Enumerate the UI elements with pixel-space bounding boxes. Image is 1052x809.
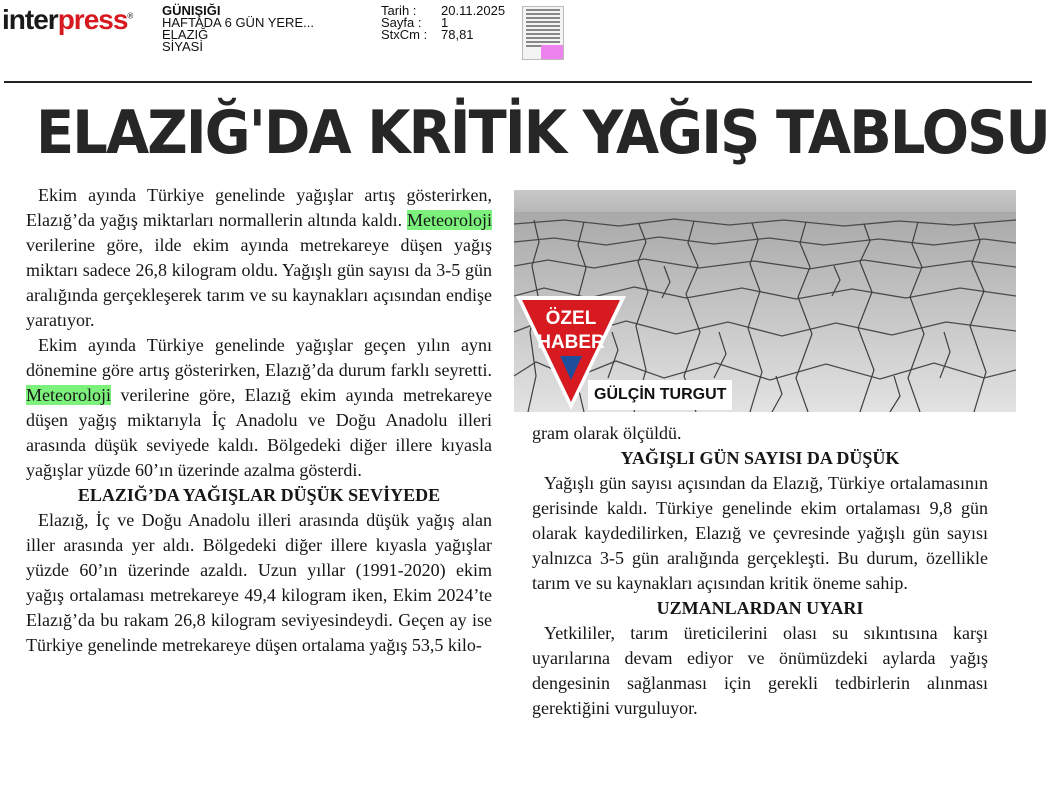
subheading-2: YAĞIŞLI GÜN SAYISI DA DÜŞÜK [620,448,900,468]
paragraph-3: Elazığ, İç ve Doğu Anadolu illeri arasında düşük yağış alan iller arasında yer aldı. Bölgedeki diğer illere kıyasla yağışlar yüzde 60’ın üzerinde azaldı. Uzun yıllar (1991-2020) ekim yağış ortalaması metrekareye 49,4 kilogram iken, Ekim 2024’te Elazığ’da bu rakam 26,8 kilogram seviyesindeydi. Geçen ay ise Türkiye genelinde metrekareye düşen ortalama yağış 53,5 kilo- [26,510,492,655]
paragraph-1: Ekim ayında Türkiye genelinde yağışlar artış gösterirken, Elazığ’da yağış miktarları normallerin altında kaldı. Meteoroloji verilerine göre, ilde ekim ayında metrekareye düşen yağış miktarı sadece 26,8 kilogram oldu. Yağışlı gün sayısı da 3-5 gün aralığında gerçekleşerek tarım ve su kaynakları açısından endişe yaratıyor. [26,185,493,330]
headline: ELAZIĞ'DA KRİTİK YAĞIŞ TABLOSU [36,98,1049,168]
badge-text-ozel: ÖZEL [545,308,597,329]
subheading-3: UZMANLARDAN UYARI [656,598,864,618]
clip-location-marker [541,45,563,59]
clip-details: Tarih : 20.11.2025 Sayfa : 1 StxCm : 78,81 [381,3,506,42]
city: ELAZIĞ [162,27,209,42]
highlight-keyword: Meteoroloji [407,210,493,230]
article-short-title: HAFTADA 6 GÜN YERE... [162,15,314,30]
page-thumbnail[interactable] [522,6,564,60]
clip-meta [162,5,314,53]
paragraph-3-continued: gram olarak ölçüldü. [532,423,682,443]
highlight-keyword: Meteoroloji [26,385,111,405]
byline: GÜLÇİN TURGUT [588,380,732,410]
paragraph-5: Yetkililer, tarım üreticilerini olası su sıkıntısına karşı uyarılarına devam ediyor ve önümüzdeki aylarda yağış dengesinin sağlanması için gerekli tedbirlerin alınması gerektiğini vurguluyor. [532,623,988,718]
interpress-logo: interpress® [2,4,133,35]
badge-text-haber: HABER [537,332,605,353]
paragraph-4: Yağışlı gün sayısı açısından da Elazığ, Türkiye ortalamasının gerisinde kaldı. Türkiye genelinde ekim ortalaması 9,8 gün olarak kaydedilirken, Elazığ ve çevresinde yağışlı gün sayısı yalnızca 3-5 gün aralığında gerçekleşti. Bu durum, özellikle tarım ve su kaynakları açısından kritik öneme sahip. [532,473,988,593]
date-value: 20.11.2025 [441,3,506,18]
article-column-2 [532,421,988,721]
article-column-1 [26,183,492,658]
paragraph-2: Ekim ayında Türkiye genelinde yağışlar geçen yılın aynı dönemine göre artış gösterirken, Elazığ’da durum farklı seyretti. Meteoroloji verilerine göre, Elazığ ekim ayında metrekareye düşen yağış miktarıyla İç Anadolu ve Doğu Anadolu illeri arasında düşük seviyede kaldı. Bölgedeki diğer illere kıyasla yağışlar yüzde 60’ın üzerinde azalma gösterdi. [26,335,493,480]
category: SİYASİ [162,39,203,54]
subheading-1: ELAZIĞ’DA YAĞIŞLAR DÜŞÜK SEVİYEDE [77,485,441,505]
publication-name: GÜNIŞIĞI [162,3,221,18]
stxcm-value: 78,81 [441,27,474,42]
page-value: 1 [441,15,449,30]
header-divider [4,81,1032,83]
